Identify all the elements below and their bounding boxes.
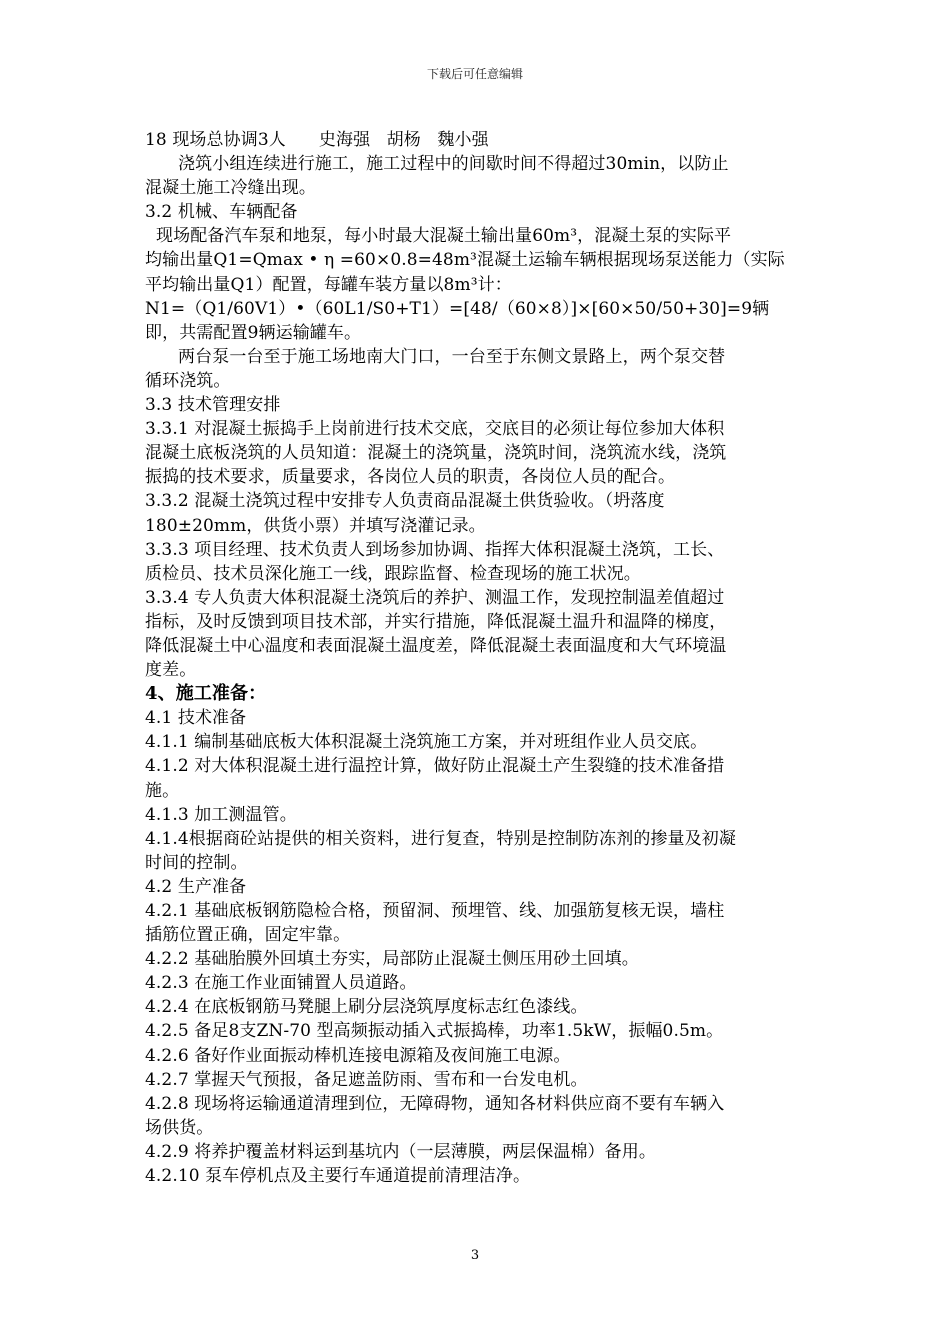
text-line: 4.2.1 基础底板钢筋隐检合格，预留洞、预埋管、线、加强筋复核无误，墙柱 [145, 901, 725, 921]
text-line: 4.1.3 加工测温管。 [145, 804, 297, 825]
text-line: 即，共需配置9辆运输罐车。 [145, 322, 362, 343]
page-header: 下载后可任意编辑 [426, 67, 523, 81]
text-line: 4.2.5 备足8支ZN-70 型高频振动插入式振捣棒，功率1.5kW，振幅0.5m。 [145, 1021, 724, 1042]
text-line: 4.2 生产准备 [145, 876, 247, 897]
text-line: 4.2.4 在底板钢筋马凳腿上刷分层浇筑厚度标志红色漆线。 [145, 997, 588, 1018]
text-line: 4.1.2 对大体积混凝土进行温控计算，做好防止混凝土产生裂缝的技术准备措 [145, 756, 725, 777]
text-line: 3.3.1 对混凝土振捣手上岗前进行技术交底，交底目的必须让每位参加大体积 [145, 419, 725, 440]
text-line: 4.2.10 泵车停机点及主要行车通道提前清理洁净。 [145, 1166, 531, 1187]
text-line: 平均输出量Q1）配置，每罐车装方量以8m³计： [145, 274, 512, 295]
text-line: 3.3.4 专人负责大体积混凝土浇筑后的养护、测温工作，发现控制温差值超过 [145, 587, 725, 608]
text-line: 3.3 技术管理安排 [145, 395, 281, 416]
text-line: 两台泵一台至于施工场地南大门口，一台至于东侧文景路上，两个泵交替 [145, 346, 726, 367]
text-line: 循环浇筑。 [145, 370, 231, 391]
text-line: 4.2.8 现场将运输通道清理到位，无障碍物，通知各材料供应商不要有车辆入 [145, 1093, 725, 1114]
text-line: 场供货。 [145, 1117, 214, 1138]
text-line: 18 现场总协调3人 史海强 胡杨 魏小强 [145, 130, 489, 150]
text-line: 4.2.7 掌握天气预报，备足遮盖防雨、雪布和一台发电机。 [145, 1069, 588, 1090]
page-number: 3 [470, 1248, 480, 1263]
text-line: 180±20mm，供货小票）并填写浇灌记录。 [145, 515, 486, 536]
text-line: 3.3.2 混凝土浇筑过程中安排专人负责商品混凝土供货验收。（坍落度 [145, 491, 665, 512]
text-line: 质检员、技术员深化施工一线，跟踪监督、检查现场的施工状况。 [145, 563, 641, 584]
text-line: 3.3.3 项目经理、技术负责人到场参加协调、指挥大体积混凝土浇筑，工长、 [145, 539, 725, 560]
text-line: 振捣的技术要求，质量要求，各岗位人员的职责，各岗位人员的配合。 [145, 467, 676, 488]
text-line: 混凝土底板浇筑的人员知道：混凝土的浇筑量，浇筑时间，浇筑流水线，浇筑 [145, 443, 727, 464]
text-line: 时间的控制。 [145, 852, 248, 873]
text-line: 施。 [145, 780, 180, 801]
text-line: 指标，及时反馈到项目技术部，并实行措施，降低混凝土温升和温降的梯度， [145, 611, 727, 632]
text-line: 降低混凝土中心温度和表面混凝土温度差，降低混凝土表面温度和大气环境温 [145, 635, 727, 656]
text-line: 4.2.2 基础胎膜外回填土夯实，局部防止混凝土侧压用砂土回填。 [145, 949, 639, 970]
text-line: 4.2.6 备好作业面振动棒机连接电源箱及夜间施工电源。 [145, 1045, 571, 1066]
text-line: 插筋位置正确，固定牢靠。 [145, 925, 351, 946]
text-line: 浇筑小组连续进行施工，施工过程中的间歇时间不得超过30min，以防止 [145, 154, 729, 175]
text-line: 4.2.3 在施工作业面铺置人员道路。 [145, 973, 417, 994]
text-line: 4.2.9 将养护覆盖材料运到基坑内（一层薄膜，两层保温棉）备用。 [145, 1141, 656, 1162]
text-line: 4.1 技术准备 [145, 708, 247, 729]
text-line: 4.1.1 编制基础底板大体积混凝土浇筑施工方案，并对班组作业人员交底。 [145, 732, 708, 753]
document-body [145, 128, 810, 1188]
text-line: 均输出量Q1=Qmax • η =60×0.8=48m³混凝土运输车辆根据现场泵送能力（实际 [145, 250, 785, 271]
text-line: 3.2 机械、车辆配备 [145, 202, 298, 223]
text-line: 度差。 [145, 660, 197, 681]
section-heading: 4、施工准备： [145, 683, 267, 705]
text-line: 现场配备汽车泵和地泵，每小时最大混凝土输出量60m³，混凝土泵的实际平 [145, 226, 732, 247]
text-line: 混凝土施工冷缝出现。 [145, 178, 316, 199]
text-line: N1=（Q1/60V1）•（60L1/S0+T1）=[48/（60×8）]×[60×50/50+30]=9辆 [145, 298, 770, 319]
text-line: 4.1.4根据商砼站提供的相关资料，进行复查，特别是控制防冻剂的掺量及初凝 [145, 828, 736, 849]
